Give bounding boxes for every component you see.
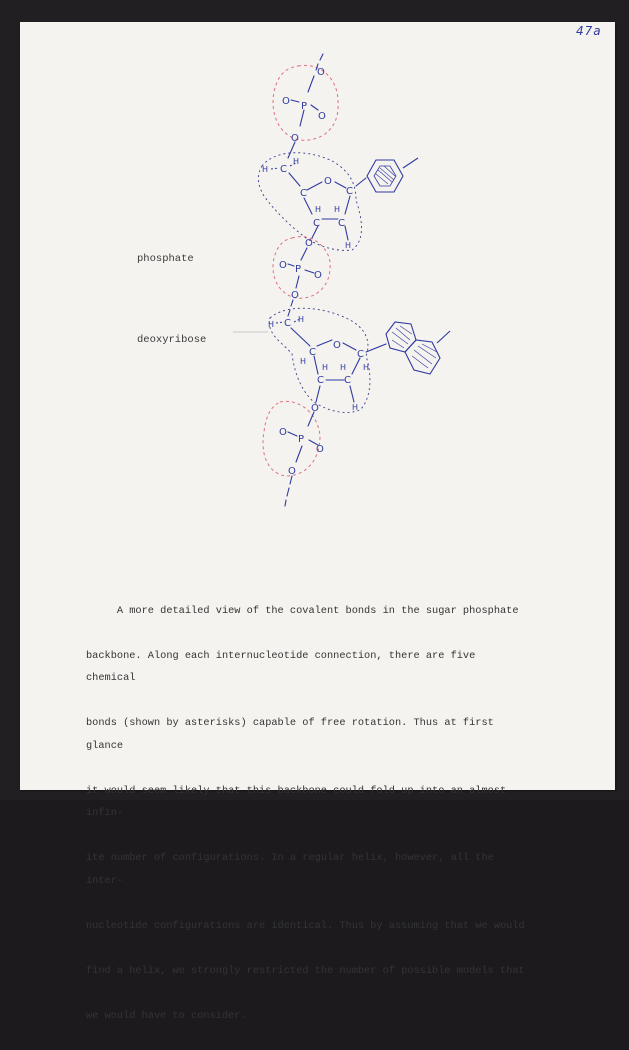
atom-labels	[262, 67, 369, 477]
atom-hydrogen: H	[293, 157, 300, 166]
base-ring-2	[386, 322, 450, 374]
caption-line: ite number of configurations. In a regular helix, however, all the inter-	[86, 852, 494, 887]
atom-carbon: C	[280, 164, 287, 175]
atom-oxygen: O	[291, 133, 299, 144]
page-number: 47a	[576, 24, 602, 38]
atom-carbon: C	[300, 188, 307, 199]
atom-hydrogen: H	[298, 315, 305, 324]
atom-carbon: C	[357, 349, 364, 360]
atom-phosphorus: P	[298, 434, 305, 445]
atom-oxygen: O	[282, 96, 290, 107]
label-phosphate: phosphate	[137, 253, 194, 265]
atom-carbon: C	[338, 218, 345, 229]
atom-oxygen: O	[316, 444, 324, 455]
atom-hydrogen: H	[345, 241, 352, 250]
atom-carbon: C	[346, 186, 353, 197]
atom-carbon: C	[344, 375, 351, 386]
atom-carbon: C	[313, 218, 320, 229]
atom-oxygen: O	[288, 466, 296, 477]
caption-line: find a helix, we strongly restricted the number of possible models that	[86, 964, 525, 977]
atom-carbon: C	[317, 375, 324, 386]
atom-oxygen: O	[279, 260, 287, 271]
atom-oxygen: O	[333, 340, 341, 351]
atom-carbon: C	[309, 347, 316, 358]
atom-hydrogen: H	[268, 320, 275, 329]
atom-hydrogen: H	[315, 205, 322, 214]
sugar-outline-1	[258, 153, 361, 251]
atom-oxygen: O	[291, 290, 299, 301]
atom-phosphorus: P	[301, 101, 308, 112]
atom-hydrogen: H	[262, 165, 269, 174]
atom-hydrogen: H	[363, 363, 370, 372]
atom-phosphorus: P	[295, 264, 302, 275]
atom-oxygen: O	[305, 238, 313, 249]
atom-oxygen: O	[324, 176, 332, 187]
atom-oxygen: O	[318, 111, 326, 122]
caption-line: we would have to consider.	[86, 1009, 247, 1022]
atom-oxygen: O	[279, 427, 287, 438]
caption-line: backbone. Along each internucleotide connection, there are five chemical	[86, 649, 476, 684]
atom-hydrogen: H	[334, 205, 341, 214]
base-ring-1	[367, 158, 418, 192]
label-deoxyribose: deoxyribose	[137, 334, 207, 346]
atom-hydrogen: H	[322, 363, 329, 372]
caption-line: nucleotide configurations are identical. Thus by assuming that we would	[86, 919, 525, 932]
atom-oxygen: O	[314, 270, 322, 281]
caption-line: bonds (shown by asterisks) capable of free rotation. Thus at first glance	[86, 717, 494, 752]
atom-oxygen: O	[317, 67, 325, 78]
atom-hydrogen: H	[300, 357, 307, 366]
caption-text	[86, 577, 526, 1050]
atom-hydrogen: H	[352, 403, 359, 412]
atom-carbon: C	[284, 318, 291, 329]
caption-line: it would seem likely that this backbone could fold up into an almost infin-	[86, 784, 507, 819]
atom-hydrogen: H	[340, 363, 347, 372]
caption-line: A more detailed view of the covalent bonds in the sugar phosphate	[86, 604, 519, 617]
atom-oxygen: O	[311, 403, 319, 414]
